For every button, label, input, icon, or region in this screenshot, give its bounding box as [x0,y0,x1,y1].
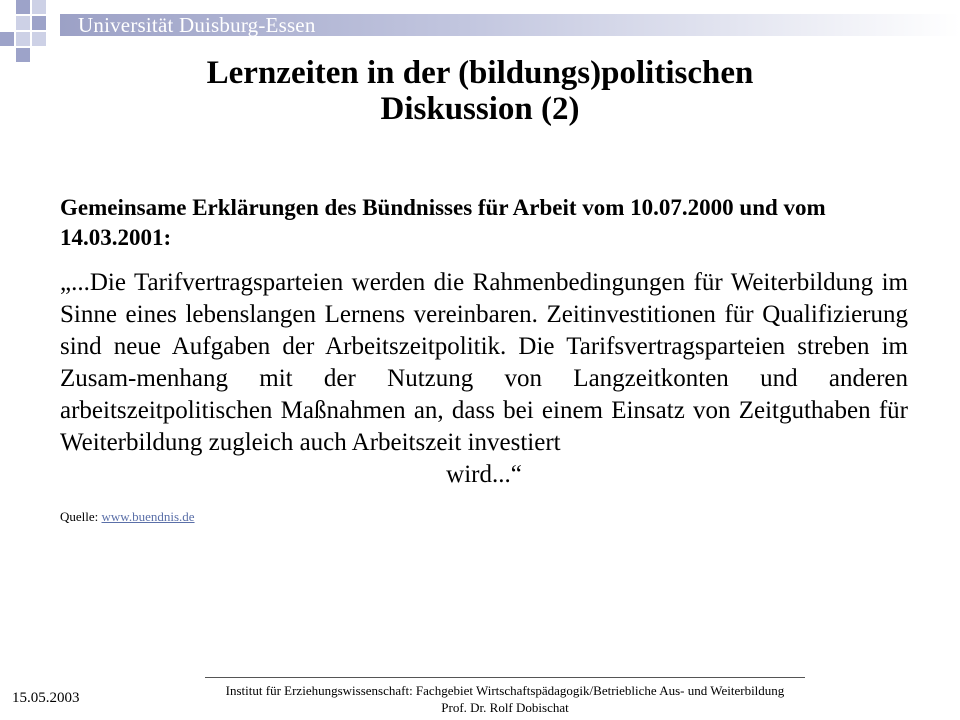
footer-professor: Prof. Dr. Rolf Dobischat [441,700,569,715]
slide-content [60,193,908,525]
quote-end: wird...“ [446,461,522,488]
logo-square [32,16,46,30]
slide-title-line-1: Lernzeiten in der (bildungs)politischen [206,55,754,91]
logo-square [16,16,30,30]
footer-divider [205,677,805,678]
logo-square [16,0,30,14]
footer-institute: Institut für Erziehungswissenschaft: Fachgebiet Wirtschaftspädagogik/Betriebliche Aus- und Weiterbildung [225,683,785,698]
content-heading: Gemeinsame Erklärungen des Bündnisses für Arbeit vom 10.07.2000 und vom 14.03.2001: [60,195,826,250]
footer-date: 15.05.2003 [12,690,80,706]
logo-square [32,32,46,46]
university-name: Universität Duisburg-Essen [78,13,316,37]
slide-title-line-2: Diskussion (2) [380,91,580,127]
quote-body: „...Die Tarifvertragsparteien werden die Rahmenbedingungen für Weiterbildung im Sinne eines lebenslangen Lernens vereinbaren. Zeitinvestitionen für Qualifizierung sind neue Aufgaben der Arbeitszeitpolitik. Die Tarifsvertragsparteien streben im Zusam-menhang mit der Nutzung von Langzeitkonten und anderen arbeitszeitpolitischen Maßnahmen an, dass bei einem Einsatz von Zeitguthaben für Weiterbildung zugleich auch Arbeitszeit investiert [60,269,908,456]
source-link[interactable]: www.buendnis.de [101,509,195,524]
logo-square [32,0,46,14]
logo-square [16,32,30,46]
source-label: Quelle: [60,509,102,524]
logo-square [0,32,14,46]
slide-title [60,55,900,127]
source-citation [60,509,908,525]
logo-square [16,48,30,62]
